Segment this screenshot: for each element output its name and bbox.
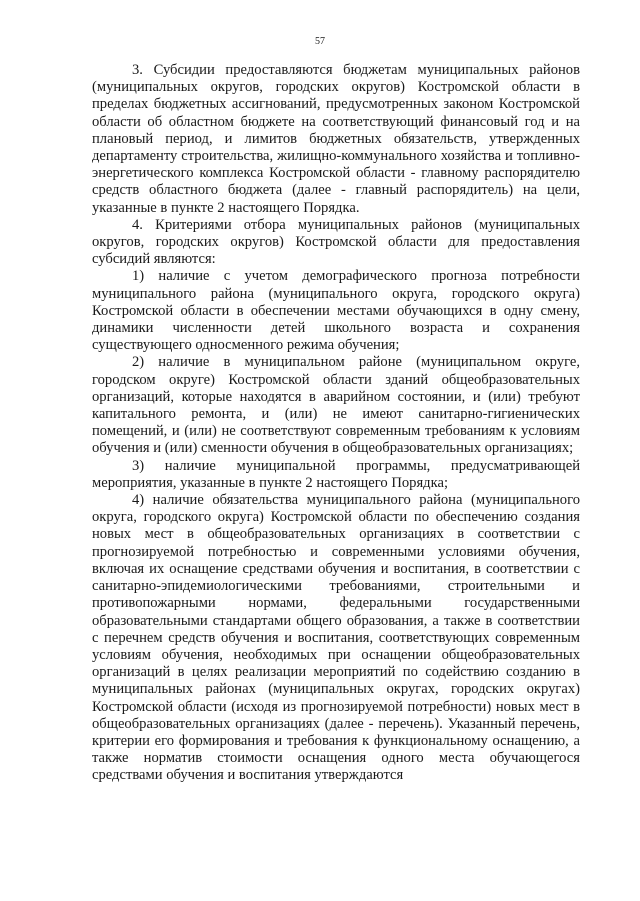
page-number: 57: [315, 36, 325, 47]
document-body: [92, 62, 580, 785]
criterion-3: 3) наличие муниципальной программы, предусматривающей мероприятия, указанные в пункте 2 настоящего Порядка;: [92, 457, 580, 491]
criterion-1: 1) наличие с учетом демографического прогноза потребности муниципального района (муниципального округа, городского округа) Костромской области в обеспечении местами обучающихся в одну смену, динамики численности детей школьного возраста и сохранения существующего односменного режима обучения;: [92, 268, 580, 354]
paragraph-item-3: 3. Субсидии предоставляются бюджетам муниципальных районов (муниципальных округов, городских округов) Костромской области в пределах бюджетных ассигнований, предусмотренных законом Костромской области об областном бюджете на соответствующий финансовый год и на плановый период, и лимитов бюджетных обязательств, утвержденных департаменту строительства, жилищно-коммунального хозяйства и топливно-энергетического комплекса Костромской области - главному распорядителю средств областного бюджета (далее - главный распорядитель) на цели, указанные в пункте 2 настоящего Порядка.: [92, 62, 580, 216]
criterion-4: 4) наличие обязательства муниципального района (муниципального округа, городского округа) Костромской области по обеспечению создания новых мест в общеобразовательных организациях в соответствии с прогнозируемой потребностью и современными условиями обучения, включая их оснащение средствами обучения и воспитания, в соответствии с санитарно-эпидемиологическими требованиями, строительными и противопожарными нормами, федеральными государственными образовательными стандартами общего образования, а также в соответствии с перечнем средств обучения и воспитания, соответствующих современным условиям обучения, необходимых при оснащении общеобразовательных организаций в целях реализации мероприятий по содействию созданию в муниципальных районах (муниципальных округах, городских округах) Костромской области (исходя из прогнозируемой потребности) новых мест в общеобразовательных организациях (далее - перечень). Указанный перечень, критерии его формирования и требования к функциональному оснащению, а также норматив стоимости оснащения одного места обучающегося средствами обучения и воспитания утверждаются: [92, 492, 580, 784]
criterion-2: 2) наличие в муниципальном районе (муниципальном округе, городском округе) Костромской области зданий общеобразовательных организаций, которые находятся в аварийном состоянии, и (или) требуют капитального ремонта, и (или) не имеют санитарно-гигиенических помещений, и (или) не соответствуют современным требованиям к условиям обучения и (или) сменности обучения в общеобразовательных организациях;: [92, 354, 580, 457]
paragraph-item-4: 4. Критериями отбора муниципальных районов (муниципальных округов, городских округов) Костромской области для предоставления субсидий являются:: [92, 216, 580, 268]
